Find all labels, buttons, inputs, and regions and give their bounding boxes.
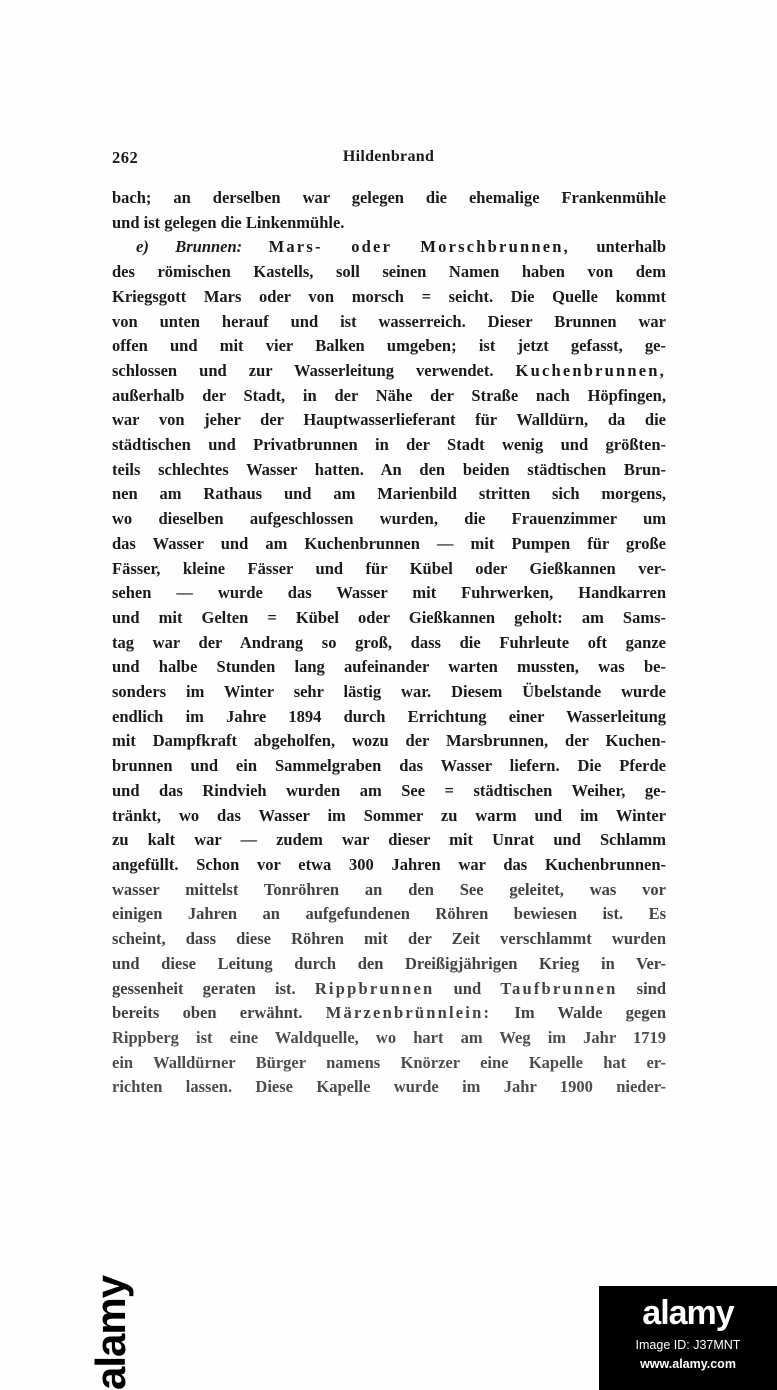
text-line: gessenheit geraten ist. Rippbrunnen und Taufbrunnen sind xyxy=(112,978,667,998)
text-line: tag war der Andrang so groß, dass die Fuhrleute oft ganze xyxy=(112,632,666,652)
alamy-logo: alamy xyxy=(642,1294,734,1332)
text-line: bereits oben erwähnt. Märzenbrünnlein: Im Walde gegen xyxy=(112,1003,666,1023)
alamy-url: www.alamy.com xyxy=(640,1357,736,1371)
text-line: brunnen und ein Sammelgraben das Wasser liefern. Die Pferde xyxy=(112,756,666,776)
text-line: außerhalb der Stadt, in der Nähe der Straße nach Höpfingen, xyxy=(112,385,666,405)
text-line: das Wasser und am Kuchenbrunnen — mit Pumpen für große xyxy=(112,533,666,553)
text-line: offen und mit vier Balken umgeben; ist jetzt gefasst, ge- xyxy=(112,336,666,356)
text-line: von unten herauf und ist wasserreich. Dieser Brunnen war xyxy=(112,311,666,331)
text-line: wo dieselben aufgeschlossen wurden, die Frauenzimmer um xyxy=(112,509,666,529)
text-line: richten lassen. Diese Kapelle wurde im Jahr 1900 nieder- xyxy=(112,1077,666,1097)
text-line: angefüllt. Schon vor etwa 300 Jahren war das Kuchenbrunnen- xyxy=(112,854,666,874)
text-line: und ist gelegen die Linkenmühle. xyxy=(112,212,345,232)
text-line: Fässer, kleine Fässer und für Kübel oder Gießkannen ver- xyxy=(112,558,666,578)
text-line: tränkt, wo das Wasser im Sommer zu warm und im Winter xyxy=(112,805,666,825)
page-number: 262 xyxy=(112,148,139,167)
body-text xyxy=(112,186,666,1100)
text-line: schlossen und zur Wasserleitung verwendet. Kuchenbrunnen, xyxy=(112,360,666,380)
text-line: teils schlechtes Wasser hatten. An den beiden städtischen Brun- xyxy=(112,459,666,479)
text-line: und diese Leitung durch den Dreißigjährigen Krieg in Ver- xyxy=(112,953,666,973)
text-line: war von jeher der Hauptwasserlieferant für Walldürn, da die xyxy=(112,410,666,430)
text-line: und halbe Stunden lang aufeinander warten mussten, was be- xyxy=(112,657,666,677)
alamy-watermark-vertical: alamy xyxy=(87,1275,134,1390)
text-line: wasser mittelst Tonröhren an den See geleitet, was vor xyxy=(112,879,666,899)
text-line: und das Rindvieh wurden am See = städtischen Weiher, ge- xyxy=(112,780,666,800)
text-line: städtischen und Privatbrunnen in der Stadt wenig und größten- xyxy=(112,435,666,455)
text-line: sehen — wurde das Wasser mit Fuhrwerken, Handkarren xyxy=(112,583,666,603)
text-line: zu kalt war — zudem war dieser mit Unrat und Schlamm xyxy=(112,830,666,850)
text-line: e) Brunnen: Mars- oder Morschbrunnen, unterhalb xyxy=(136,237,667,257)
text-line: scheint, dass diese Röhren mit der Zeit verschlammt wurden xyxy=(112,929,666,949)
text-line: nen am Rathaus und am Marienbild stritten sich morgens, xyxy=(112,484,666,504)
alamy-credit-box xyxy=(599,1286,777,1390)
image-id-label: Image ID: J37MNT xyxy=(635,1338,741,1352)
text-line: Kriegsgott Mars oder von morsch = seicht. Die Quelle kommt xyxy=(112,286,666,306)
text-line: endlich im Jahre 1894 durch Errichtung einer Wasserleitung xyxy=(112,706,666,726)
text-line: Rippberg ist eine Waldquelle, wo hart am Weg im Jahr 1719 xyxy=(112,1027,666,1047)
text-line: mit Dampfkraft abgeholfen, wozu der Marsbrunnen, der Kuchen- xyxy=(112,731,666,751)
text-line: einigen Jahren an aufgefundenen Röhren bewiesen ist. Es xyxy=(112,904,666,924)
page-header xyxy=(112,148,665,170)
text-line: und mit Gelten = Kübel oder Gießkannen geholt: am Sams- xyxy=(112,607,666,627)
text-line: sonders im Winter sehr lästig war. Diesem Übelstande wurde xyxy=(112,682,666,702)
text-line: des römischen Kastells, soll seinen Namen haben von dem xyxy=(112,262,666,282)
text-line: bach; an derselben war gelegen die ehemalige Frankenmühle xyxy=(112,188,666,207)
running-title: Hildenbrand xyxy=(342,148,435,165)
text-line: ein Walldürner Bürger namens Knörzer eine Kapelle hat er- xyxy=(112,1052,666,1072)
